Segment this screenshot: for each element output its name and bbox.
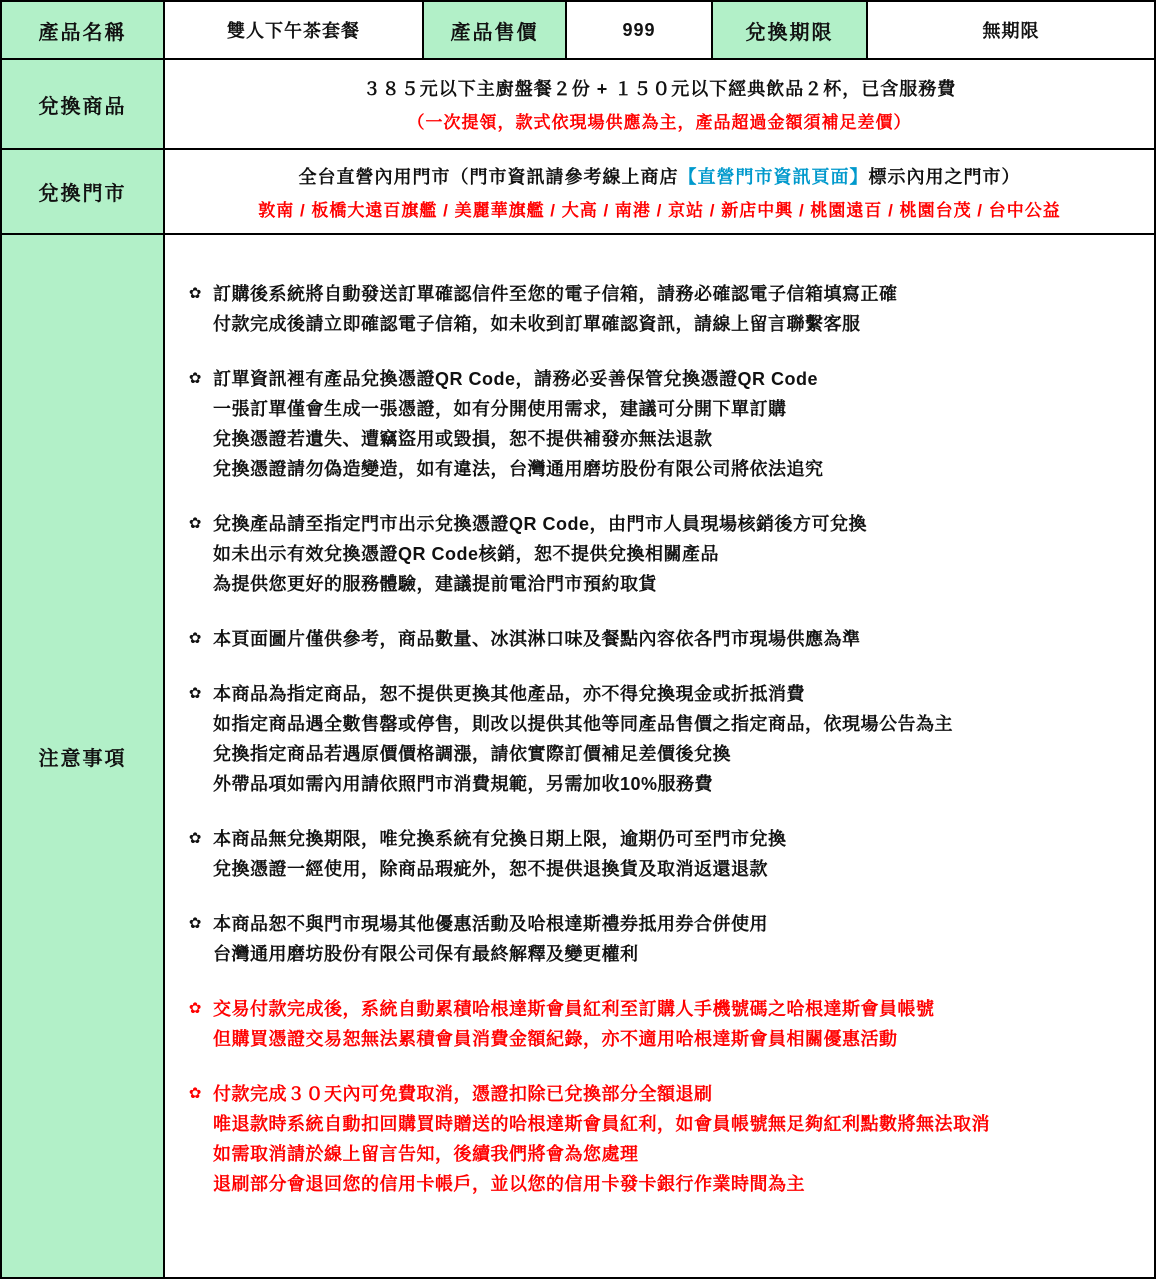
exchange-product-label: 兌換商品 (2, 60, 165, 150)
notice-lines (213, 509, 867, 599)
flower-bullet-icon: ✿ (188, 1000, 202, 1017)
flower-bullet-icon: ✿ (188, 370, 202, 387)
notice-line: 唯退款時系統自動扣回購買時贈送的哈根達斯會員紅利，如會員帳號無足夠紅利點數將無法取消 (213, 1114, 990, 1134)
notice-line: 交易付款完成後，系統自動累積哈根達斯會員紅利至訂購人手機號碼之哈根達斯會員帳號 (213, 999, 935, 1019)
product-name-label: 產品名稱 (2, 2, 165, 60)
notice-lines (213, 994, 935, 1054)
flower-bullet-icon: ✿ (188, 515, 202, 532)
notice-line: 如未出示有效兌換憑證QR Code核銷，恕不提供兌換相關產品 (213, 544, 719, 564)
deadline-value: 無期限 (868, 2, 1154, 60)
notice-line: 外帶品項如需內用請依照門市消費規範，另需加收10%服務費 (213, 774, 714, 794)
notice-line: 訂購後系統將自動發送訂單確認信件至您的電子信箱，請務必確認電子信箱填寫正確 (213, 284, 898, 304)
deadline-label: 兌換期限 (713, 2, 868, 60)
notice-line: 兌換指定商品若遇原價價格調漲，請依實際訂價補足差價後兌換 (213, 744, 731, 764)
stores-line-suffix: 標示內用之門市） (868, 166, 1021, 187)
notice-line: 兌換憑證若遺失、遭竊盜用或毀損，恕不提供補發亦無法退款 (213, 429, 713, 449)
notice-line: 本商品為指定商品，恕不提供更換其他產品，亦不得兌換現金或折抵消費 (213, 684, 805, 704)
notice-line: 為提供您更好的服務體驗，建議提前電洽門市預約取貨 (213, 574, 657, 594)
notice-line: 台灣通用磨坊股份有限公司保有最終解釋及變更權利 (213, 944, 639, 964)
exchange-stores-label: 兌換門市 (2, 150, 165, 235)
notice-lines (213, 909, 768, 969)
notice-line: 本頁面圖片僅供參考，商品數量、冰淇淋口味及餐點內容依各門市現場供應為準 (213, 629, 861, 649)
notice-line: 但購買憑證交易恕無法累積會員消費金額紀錄，亦不適用哈根達斯會員相關優惠活動 (213, 1029, 898, 1049)
exchange-product-description: ３８５元以下主廚盤餐２份 + １５０元以下經典飲品２杯，已含服務費 (362, 79, 957, 99)
notice-lines (213, 279, 898, 339)
notice-item (177, 909, 1136, 969)
notice-lines (213, 824, 787, 884)
notice-line: 兌換憑證一經使用，除商品瑕疵外，恕不提供退換貨及取消返還退款 (213, 859, 768, 879)
notice-lines (213, 364, 824, 484)
store-info-page-link[interactable]: 【直營門市資訊頁面】 (678, 166, 869, 187)
notice-line: 如指定商品遇全數售罄或停售，則改以提供其他等同產品售價之指定商品，依現場公告為主 (213, 714, 953, 734)
notice-item (177, 279, 1136, 339)
store-list: 敦南 / 板橋大遠百旗艦 / 美麗華旗艦 / 大高 / 南港 / 京站 / 新店中興 / 桃園遠百 / 桃園台茂 / 台中公益 (258, 200, 1061, 220)
flower-bullet-icon: ✿ (188, 1085, 202, 1102)
flower-bullet-icon: ✿ (188, 915, 202, 932)
notice-item (177, 364, 1136, 484)
flower-bullet-icon: ✿ (188, 630, 202, 647)
notice-item (177, 509, 1136, 599)
notice-lines (213, 624, 861, 654)
notice-list (165, 235, 1154, 1277)
exchange-product-cell (165, 60, 1154, 150)
notice-item (177, 824, 1136, 884)
notice-lines (213, 1079, 990, 1199)
flower-bullet-icon: ✿ (188, 830, 202, 847)
flower-bullet-icon: ✿ (188, 685, 202, 702)
exchange-stores-line (299, 163, 1021, 189)
notice-lines (213, 679, 953, 799)
notice-line: 一張訂單僅會生成一張憑證，如有分開使用需求，建議可分開下單訂購 (213, 399, 787, 419)
notice-line: 兌換憑證請勿偽造變造，如有違法，台灣通用磨坊股份有限公司將依法追究 (213, 459, 824, 479)
stores-line-prefix: 全台直營內用門市（門市資訊請參考線上商店 (298, 166, 679, 187)
exchange-stores-cell (165, 150, 1154, 235)
product-name-value: 雙人下午茶套餐 (165, 2, 424, 60)
notice-item (177, 994, 1136, 1054)
notice-line: 訂單資訊裡有產品兌換憑證QR Code，請務必妥善保管兌換憑證QR Code (213, 369, 818, 389)
notice-line: 本商品恕不與門市現場其他優惠活動及哈根達斯禮券抵用券合併使用 (213, 914, 768, 934)
notice-line: 本商品無兌換期限，唯兌換系統有兌換日期上限，逾期仍可至門市兌換 (213, 829, 787, 849)
notice-line: 兌換產品請至指定門市出示兌換憑證QR Code，由門市人員現場核銷後方可兌換 (213, 514, 867, 534)
exchange-product-note: （一次提領，款式依現場供應為主，產品超過金額須補足差價） (407, 113, 912, 132)
flower-bullet-icon: ✿ (188, 285, 202, 302)
notice-line: 付款完成後請立即確認電子信箱，如未收到訂單確認資訊，請線上留言聯繫客服 (213, 314, 861, 334)
notice-line: 退刷部分會退回您的信用卡帳戶，並以您的信用卡發卡銀行作業時間為主 (213, 1174, 805, 1194)
notice-line: 如需取消請於線上留言告知，後續我們將會為您處理 (213, 1144, 639, 1164)
notice-item (177, 624, 1136, 654)
notices-label: 注意事項 (2, 235, 165, 1277)
notice-item (177, 679, 1136, 799)
notice-line: 付款完成３０天內可免費取消，憑證扣除已兌換部分全額退刷 (213, 1084, 713, 1104)
price-value: 999 (567, 2, 713, 60)
notice-item (177, 1079, 1136, 1199)
price-label: 產品售價 (424, 2, 567, 60)
